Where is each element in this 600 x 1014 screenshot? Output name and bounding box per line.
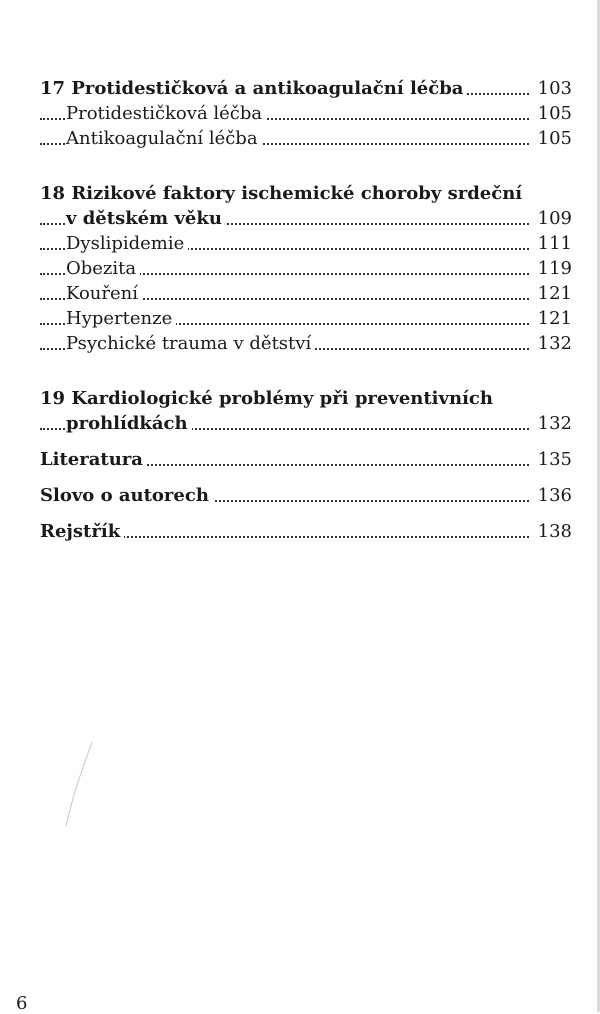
toc-page-number: 105: [530, 101, 572, 126]
toc-entry-title: 17 Protidestičková a antikoagulační léčba: [40, 78, 467, 99]
toc-page-number: 132: [530, 331, 572, 356]
toc-chapter-19[interactable]: [40, 411, 572, 436]
toc-page-number: 121: [530, 281, 572, 306]
toc-entry-title: Slovo o autorech: [40, 485, 213, 506]
toc-chapter-19-heading[interactable]: 19 Kardiologické problémy při preventivních: [40, 388, 493, 409]
toc-page-number: 109: [530, 206, 572, 231]
spacer: [40, 472, 572, 483]
toc-page-number: 121: [530, 306, 572, 331]
table-of-contents: [40, 76, 572, 544]
toc-page-number: 105: [530, 126, 572, 151]
toc-entry-title: Literatura: [40, 449, 147, 470]
toc-literatura[interactable]: [40, 447, 572, 472]
toc-page-number: 136: [530, 483, 572, 508]
toc-item[interactable]: [40, 231, 572, 256]
spacer: [40, 436, 572, 447]
toc-chapter-17[interactable]: [40, 76, 572, 101]
toc-item[interactable]: [40, 256, 572, 281]
toc-entry-title: Dyslipidemie: [66, 233, 188, 254]
spacer: [40, 508, 572, 519]
toc-entry-title: v dětském věku: [66, 208, 226, 229]
toc-entry-title: Hypertenze: [66, 308, 176, 329]
toc-entry-title: prohlídkách: [66, 413, 192, 434]
toc-item[interactable]: [40, 126, 572, 151]
toc-page-number: 138: [530, 519, 572, 544]
toc-chapter-18-heading[interactable]: 18 Rizikové faktory ischemické choroby srdeční: [40, 183, 523, 204]
toc-page-number: 111: [530, 231, 572, 256]
toc-item[interactable]: [40, 101, 572, 126]
toc-page-number: 135: [530, 447, 572, 472]
toc-page-number: 132: [530, 411, 572, 436]
toc-entry-title: Psychické trauma v dětství: [66, 333, 315, 354]
spacer: [40, 356, 572, 386]
toc-rejstrik[interactable]: [40, 519, 572, 544]
toc-item[interactable]: [40, 331, 572, 356]
toc-entry-title: Rejstřík: [40, 521, 124, 542]
toc-entry-title: Antikoagulační léčba: [66, 128, 262, 149]
page-number-folio: 6: [16, 993, 28, 1014]
toc-chapter-18[interactable]: [40, 206, 572, 231]
toc-page-number: 119: [530, 256, 572, 281]
toc-item[interactable]: [40, 306, 572, 331]
toc-entry-title: Protidestičková léčba: [66, 103, 266, 124]
toc-entry-title: Obezita: [66, 258, 140, 279]
spacer: [40, 151, 572, 181]
toc-page-number: 103: [530, 76, 572, 101]
paper-scratch-mark: [62, 740, 102, 830]
toc-item[interactable]: [40, 281, 572, 306]
toc-entry-title: Kouření: [66, 283, 142, 304]
toc-slovo-o-autorech[interactable]: [40, 483, 572, 508]
